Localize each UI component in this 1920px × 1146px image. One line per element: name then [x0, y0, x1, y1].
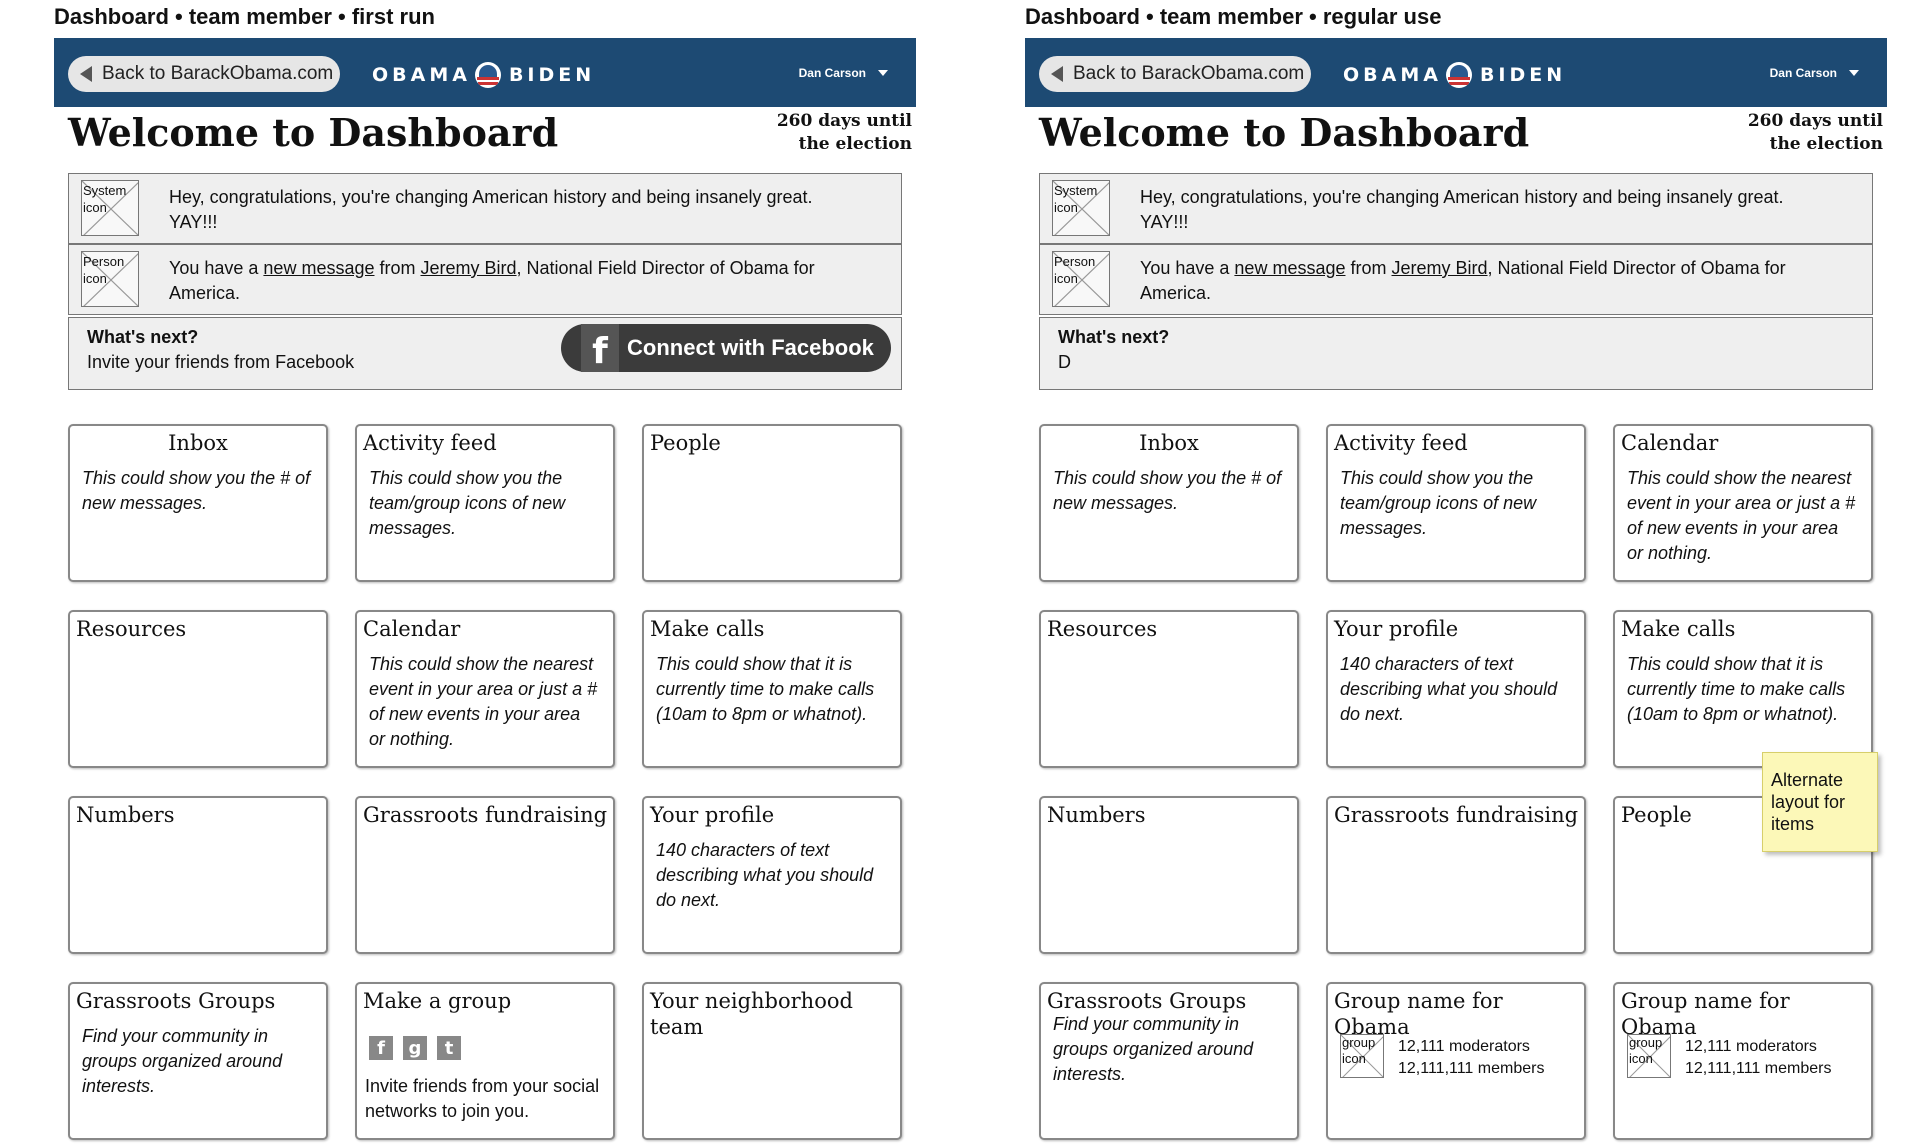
top-bar [1025, 38, 1887, 107]
tile-title: Make a group [363, 989, 512, 1013]
system-icon [81, 180, 139, 236]
grassroots-groups-tile[interactable] [1039, 982, 1299, 1140]
member-count: 12,111,111 members [1685, 1060, 1832, 1077]
obama-logo-icon [1446, 62, 1472, 88]
tile-description: 140 characters of text describing what you should do next. [656, 840, 874, 910]
chevron-down-icon [878, 70, 888, 76]
tile-title: Make calls [650, 617, 765, 641]
sender-link[interactable]: Jeremy Bird [420, 258, 517, 278]
back-arrow-icon [80, 66, 92, 82]
notice-text-mid: from [1345, 258, 1392, 278]
back-to-site-button[interactable] [68, 56, 340, 92]
message-notice [1039, 244, 1873, 315]
moderator-count: 12,111 moderators [1685, 1038, 1817, 1055]
tile-description: This could show you the # of new messages. [1053, 468, 1282, 513]
group-tile[interactable] [1326, 982, 1586, 1140]
make-calls-tile[interactable] [1613, 610, 1873, 768]
logo-right-text: BIDEN [508, 64, 596, 86]
moderator-count: 12,111 moderators [1398, 1038, 1530, 1055]
inbox-tile[interactable] [1039, 424, 1299, 582]
person-icon [81, 251, 139, 307]
person-icon-label: Person icon [1054, 254, 1096, 286]
numbers-tile[interactable] [68, 796, 328, 954]
group-tile[interactable] [1613, 982, 1873, 1140]
google-icon[interactable]: g [403, 1036, 427, 1060]
countdown-line2: the election [798, 134, 912, 154]
tile-title: Inbox [168, 431, 228, 455]
tile-description: This could show the nearest event in your area or just a # of new events in your area or nothing. [369, 654, 598, 749]
tile-title: People [650, 431, 721, 455]
tile-title: Inbox [1139, 431, 1199, 455]
person-icon [1052, 251, 1110, 307]
tile-title: Group name for Obama [1621, 989, 1790, 1039]
tile-title: Calendar [1621, 431, 1719, 455]
your-profile-tile[interactable] [642, 796, 902, 954]
facebook-icon: f [581, 324, 619, 372]
tile-title: Make calls [1621, 617, 1736, 641]
system-notice-text: Hey, congratulations, you're changing American history and being insanely great. YAY!!! [169, 187, 813, 232]
tile-description: This could show that it is currently time to make calls (10am to 8pm or whatnot). [1627, 654, 1846, 724]
notice-text-mid: from [374, 258, 421, 278]
chevron-down-icon [1849, 70, 1859, 76]
whats-next-text: D [1058, 352, 1071, 372]
system-icon-label: System icon [1054, 183, 1098, 215]
tile-title: Your neighborhood team [650, 989, 853, 1039]
tile-title: Grassroots fundraising [363, 803, 608, 827]
countdown-line1: 260 days until [1747, 111, 1883, 131]
make-a-group-tile[interactable] [355, 982, 615, 1140]
tile-title: Resources [76, 617, 187, 641]
countdown [1713, 110, 1883, 156]
tile-description: Find your community in groups organized around interests. [1053, 1014, 1254, 1084]
message-notice [68, 244, 902, 315]
tile-title: Activity feed [363, 431, 497, 455]
group-icon [1627, 1034, 1671, 1078]
neighborhood-team-tile[interactable] [642, 982, 902, 1140]
tile-description: Find your community in groups organized around interests. [82, 1026, 283, 1096]
new-message-link[interactable]: new message [263, 258, 375, 278]
resources-tile[interactable] [68, 610, 328, 768]
tile-title: Resources [1047, 617, 1158, 641]
tile-description: This could show you the team/group icons of new messages. [1340, 468, 1537, 538]
message-notice-text [169, 256, 829, 306]
back-to-site-button[interactable] [1039, 56, 1311, 92]
social-icons [369, 1036, 461, 1060]
whats-next-title: What's next? [87, 327, 199, 347]
campaign-logo[interactable] [372, 60, 595, 90]
tile-title: Grassroots Groups [76, 989, 276, 1013]
grassroots-fundraising-tile[interactable] [1326, 796, 1586, 954]
connect-facebook-button[interactable] [561, 324, 891, 372]
whats-next-text: Invite your friends from Facebook [87, 352, 355, 372]
tile-title: Activity feed [1334, 431, 1468, 455]
group-stats [1685, 1036, 1831, 1080]
user-name: Dan Carson [1769, 66, 1837, 80]
tile-title: Numbers [76, 803, 175, 827]
numbers-tile[interactable] [1039, 796, 1299, 954]
page-title: Welcome to Dashboard [68, 110, 559, 155]
person-icon-label: Person icon [83, 254, 125, 286]
grassroots-fundraising-tile[interactable] [355, 796, 615, 954]
activity-feed-tile[interactable] [1326, 424, 1586, 582]
tile-description: This could show you the team/group icons of new messages. [369, 468, 566, 538]
group-stats [1398, 1036, 1544, 1080]
your-profile-tile[interactable] [1326, 610, 1586, 768]
tile-title: Group name for Obama [1334, 989, 1503, 1039]
obama-logo-icon [475, 62, 501, 88]
system-notice [1039, 173, 1873, 244]
group-icon-label: group icon [1629, 1035, 1663, 1066]
panel-title: Dashboard • team member • first run [54, 4, 435, 29]
logo-left-text: OBAMA [372, 64, 471, 86]
activity-feed-tile[interactable] [355, 424, 615, 582]
resources-tile[interactable] [1039, 610, 1299, 768]
tile-title: Grassroots Groups [1047, 989, 1247, 1013]
notice-text-pre: You have a [169, 258, 264, 278]
regular-use-panel [1025, 0, 1887, 1146]
new-message-link[interactable]: new message [1234, 258, 1346, 278]
logo-right-text: BIDEN [1479, 64, 1567, 86]
tile-description: 140 characters of text describing what you should do next. [1340, 654, 1558, 724]
inbox-tile[interactable] [68, 424, 328, 582]
tile-title: Numbers [1047, 803, 1146, 827]
back-arrow-icon [1051, 66, 1063, 82]
tile-title: People [1621, 803, 1692, 827]
tile-title: Your profile [1334, 617, 1459, 641]
sticky-note: Alternate layout for items [1762, 752, 1878, 852]
tile-description: This could show that it is currently time to make calls (10am to 8pm or whatnot). [656, 654, 875, 724]
people-tile[interactable] [642, 424, 902, 582]
countdown-line1: 260 days until [776, 111, 912, 131]
facebook-icon[interactable]: f [369, 1036, 393, 1060]
calendar-tile[interactable] [355, 610, 615, 768]
user-menu[interactable] [799, 66, 888, 80]
system-icon [1052, 180, 1110, 236]
twitter-icon[interactable]: t [437, 1036, 461, 1060]
tile-description: This could show you the # of new messages. [82, 468, 311, 513]
notice-text-post: , National Field Director of Obama for America. [169, 258, 815, 303]
tile-title: Grassroots fundraising [1334, 803, 1579, 827]
tile-note: Invite friends from your social networks to join you. [365, 1076, 600, 1121]
countdown [742, 110, 912, 156]
calendar-tile[interactable] [1613, 424, 1873, 582]
system-notice-text: Hey, congratulations, you're changing American history and being insanely great. YAY!!! [1140, 187, 1784, 232]
back-label: Back to BarackObama.com [1073, 63, 1305, 84]
message-notice-text [1140, 256, 1800, 306]
system-icon-label: System icon [83, 183, 127, 215]
user-menu[interactable] [1770, 66, 1859, 80]
whats-next-box [68, 317, 902, 390]
campaign-logo[interactable] [1343, 60, 1566, 90]
sender-link[interactable]: Jeremy Bird [1391, 258, 1488, 278]
notice-text-post: , National Field Director of Obama for America. [1140, 258, 1786, 303]
page-title: Welcome to Dashboard [1039, 110, 1530, 155]
system-notice [68, 173, 902, 244]
first-run-panel [54, 0, 916, 1146]
make-calls-tile[interactable] [642, 610, 902, 768]
whats-next-box [1039, 317, 1873, 390]
member-count: 12,111,111 members [1398, 1060, 1545, 1077]
tile-title: Calendar [363, 617, 461, 641]
tile-title: Your profile [650, 803, 775, 827]
whats-next-title: What's next? [1058, 327, 1170, 347]
panel-title: Dashboard • team member • regular use [1025, 4, 1442, 29]
user-name: Dan Carson [798, 66, 866, 80]
connect-facebook-label: Connect with Facebook [627, 335, 874, 360]
logo-left-text: OBAMA [1343, 64, 1442, 86]
top-bar [54, 38, 916, 107]
grassroots-groups-tile[interactable] [68, 982, 328, 1140]
back-label: Back to BarackObama.com [102, 63, 334, 84]
group-icon [1340, 1034, 1384, 1078]
group-icon-label: group icon [1342, 1035, 1376, 1066]
tile-description: This could show the nearest event in your area or just a # of new events in your area or nothing. [1627, 468, 1856, 563]
countdown-line2: the election [1769, 134, 1883, 154]
notice-text-pre: You have a [1140, 258, 1235, 278]
